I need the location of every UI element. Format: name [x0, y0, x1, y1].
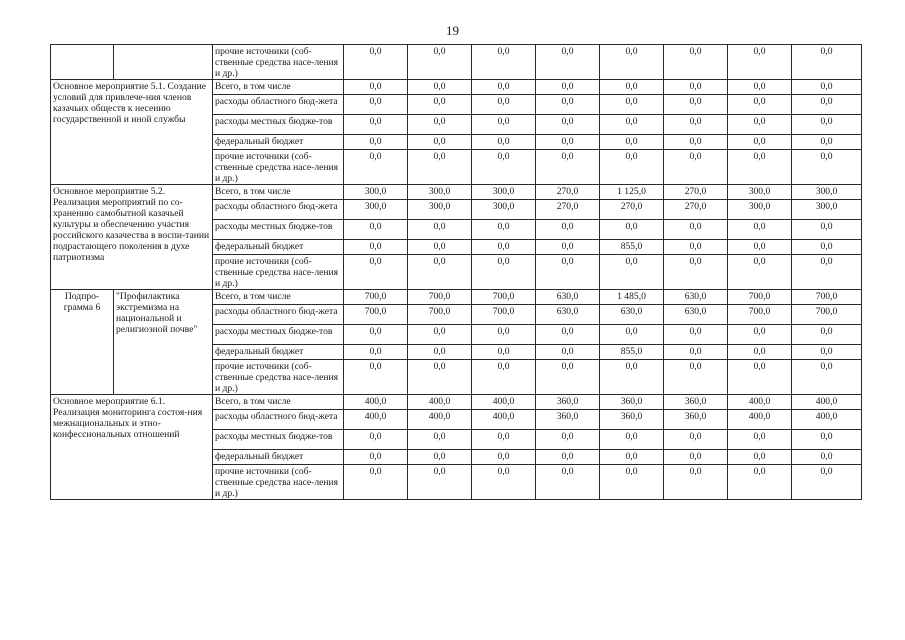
- amount-cell: 0,0: [472, 255, 536, 290]
- amount-cell: 0,0: [792, 150, 862, 185]
- amount-cell: 0,0: [792, 325, 862, 345]
- amount-cell: 0,0: [408, 95, 472, 115]
- amount-cell: 0,0: [344, 360, 408, 395]
- funding-source-cell: федеральный бюджет: [213, 135, 344, 150]
- amount-cell: 0,0: [408, 220, 472, 240]
- amount-cell: 700,0: [344, 305, 408, 325]
- amount-cell: 0,0: [728, 150, 792, 185]
- amount-cell: 0,0: [472, 220, 536, 240]
- amount-cell: 0,0: [600, 220, 664, 240]
- amount-cell: 0,0: [600, 115, 664, 135]
- amount-cell: 0,0: [792, 95, 862, 115]
- amount-cell: 0,0: [600, 135, 664, 150]
- amount-cell: 0,0: [600, 95, 664, 115]
- amount-cell: 0,0: [536, 115, 600, 135]
- amount-cell: 300,0: [472, 185, 536, 200]
- table-row: [51, 290, 862, 305]
- amount-cell: 0,0: [408, 150, 472, 185]
- amount-cell: 0,0: [728, 220, 792, 240]
- amount-cell: 630,0: [664, 290, 728, 305]
- funding-source-cell: прочие источники (соб-ственные средства насе-ления и др.): [213, 150, 344, 185]
- amount-cell: 0,0: [728, 465, 792, 500]
- amount-cell: 360,0: [536, 395, 600, 410]
- amount-cell: 300,0: [344, 185, 408, 200]
- amount-cell: 0,0: [664, 135, 728, 150]
- amount-cell: 700,0: [792, 290, 862, 305]
- amount-cell: 0,0: [536, 325, 600, 345]
- amount-cell: 0,0: [664, 450, 728, 465]
- amount-cell: 300,0: [408, 200, 472, 220]
- amount-cell: 630,0: [600, 305, 664, 325]
- amount-cell: 0,0: [536, 465, 600, 500]
- amount-cell: 0,0: [344, 150, 408, 185]
- amount-cell: 630,0: [664, 305, 728, 325]
- amount-cell: 0,0: [472, 80, 536, 95]
- budget-table: [50, 44, 862, 500]
- amount-cell: 0,0: [536, 255, 600, 290]
- funding-source-cell: расходы областного бюд-жета: [213, 200, 344, 220]
- amount-cell: 0,0: [600, 450, 664, 465]
- funding-source-cell: Всего, в том числе: [213, 395, 344, 410]
- amount-cell: 0,0: [600, 325, 664, 345]
- amount-cell: 270,0: [600, 200, 664, 220]
- amount-cell: 0,0: [664, 325, 728, 345]
- amount-cell: 300,0: [344, 200, 408, 220]
- amount-cell: 0,0: [408, 450, 472, 465]
- amount-cell: 0,0: [408, 325, 472, 345]
- amount-cell: 700,0: [408, 305, 472, 325]
- amount-cell: 0,0: [344, 450, 408, 465]
- amount-cell: 400,0: [728, 410, 792, 430]
- amount-cell: 0,0: [536, 150, 600, 185]
- table-row: [51, 80, 862, 95]
- amount-cell: 0,0: [472, 95, 536, 115]
- funding-source-cell: прочие источники (соб-ственные средства насе-ления и др.): [213, 360, 344, 395]
- amount-cell: 0,0: [728, 430, 792, 450]
- amount-cell: 0,0: [600, 430, 664, 450]
- amount-cell: 0,0: [472, 465, 536, 500]
- funding-source-cell: расходы местных бюдже-тов: [213, 325, 344, 345]
- amount-cell: 360,0: [536, 410, 600, 430]
- amount-cell: 0,0: [792, 45, 862, 80]
- amount-cell: 0,0: [472, 115, 536, 135]
- amount-cell: 0,0: [408, 430, 472, 450]
- amount-cell: 0,0: [600, 255, 664, 290]
- amount-cell: 0,0: [792, 135, 862, 150]
- amount-cell: 1 125,0: [600, 185, 664, 200]
- amount-cell: 0,0: [536, 360, 600, 395]
- amount-cell: 300,0: [728, 200, 792, 220]
- amount-cell: 0,0: [664, 430, 728, 450]
- amount-cell: 300,0: [728, 185, 792, 200]
- amount-cell: 0,0: [664, 220, 728, 240]
- amount-cell: 0,0: [536, 45, 600, 80]
- amount-cell: 0,0: [536, 430, 600, 450]
- amount-cell: 0,0: [344, 135, 408, 150]
- amount-cell: 0,0: [792, 430, 862, 450]
- empty-cell: [114, 45, 213, 80]
- amount-cell: 360,0: [600, 395, 664, 410]
- amount-cell: 0,0: [728, 80, 792, 95]
- amount-cell: 0,0: [344, 255, 408, 290]
- amount-cell: 270,0: [664, 200, 728, 220]
- amount-cell: 400,0: [408, 395, 472, 410]
- amount-cell: 700,0: [344, 290, 408, 305]
- amount-cell: 400,0: [472, 395, 536, 410]
- amount-cell: 0,0: [344, 220, 408, 240]
- amount-cell: 0,0: [792, 360, 862, 395]
- funding-source-cell: расходы областного бюд-жета: [213, 95, 344, 115]
- amount-cell: 0,0: [536, 220, 600, 240]
- amount-cell: 0,0: [664, 465, 728, 500]
- amount-cell: 855,0: [600, 240, 664, 255]
- amount-cell: 300,0: [792, 200, 862, 220]
- page-number: 19: [446, 23, 459, 38]
- funding-source-cell: расходы областного бюд-жета: [213, 410, 344, 430]
- funding-source-cell: расходы местных бюдже-тов: [213, 220, 344, 240]
- table-row: [51, 45, 862, 80]
- amount-cell: 400,0: [728, 395, 792, 410]
- amount-cell: 0,0: [728, 450, 792, 465]
- amount-cell: 0,0: [344, 430, 408, 450]
- amount-cell: 0,0: [600, 45, 664, 80]
- amount-cell: 0,0: [792, 115, 862, 135]
- amount-cell: 0,0: [344, 45, 408, 80]
- funding-source-cell: расходы местных бюдже-тов: [213, 430, 344, 450]
- amount-cell: 360,0: [664, 410, 728, 430]
- amount-cell: 400,0: [344, 410, 408, 430]
- amount-cell: 700,0: [472, 290, 536, 305]
- amount-cell: 0,0: [728, 115, 792, 135]
- amount-cell: 300,0: [472, 200, 536, 220]
- amount-cell: 0,0: [536, 135, 600, 150]
- amount-cell: 855,0: [600, 345, 664, 360]
- amount-cell: 700,0: [792, 305, 862, 325]
- amount-cell: 0,0: [344, 325, 408, 345]
- amount-cell: 0,0: [664, 345, 728, 360]
- amount-cell: 0,0: [408, 360, 472, 395]
- amount-cell: 0,0: [600, 360, 664, 395]
- amount-cell: 0,0: [344, 115, 408, 135]
- amount-cell: 0,0: [472, 430, 536, 450]
- amount-cell: 700,0: [728, 290, 792, 305]
- amount-cell: 0,0: [728, 135, 792, 150]
- amount-cell: 0,0: [600, 150, 664, 185]
- amount-cell: 0,0: [472, 45, 536, 80]
- funding-source-cell: федеральный бюджет: [213, 450, 344, 465]
- amount-cell: 0,0: [408, 135, 472, 150]
- amount-cell: 0,0: [728, 325, 792, 345]
- amount-cell: 0,0: [664, 115, 728, 135]
- amount-cell: 0,0: [408, 115, 472, 135]
- amount-cell: 0,0: [536, 80, 600, 95]
- amount-cell: 0,0: [664, 95, 728, 115]
- amount-cell: 0,0: [792, 465, 862, 500]
- amount-cell: 630,0: [536, 305, 600, 325]
- measure-name-cell: Основное мероприятие 5.2. Реализация мероприятий по со-хранению самобытной казачьей культуры и обеспечению участия российского казачества в воспи-тании подрастающего поколения в духе патриотизма: [51, 185, 213, 290]
- amount-cell: 0,0: [728, 45, 792, 80]
- amount-cell: 0,0: [472, 360, 536, 395]
- funding-source-cell: прочие источники (соб-ственные средства насе-ления и др.): [213, 255, 344, 290]
- funding-source-cell: прочие источники (соб-ственные средства насе-ления и др.): [213, 465, 344, 500]
- measure-name-cell: Основное мероприятие 5.1. Создание условий для привлече-ния членов казачьих обществ к несению государственной и иной службы: [51, 80, 213, 185]
- subprogram-code-cell: Подпро-грамма 6: [51, 290, 114, 395]
- amount-cell: 0,0: [472, 450, 536, 465]
- amount-cell: 270,0: [536, 185, 600, 200]
- amount-cell: 0,0: [664, 150, 728, 185]
- amount-cell: 400,0: [792, 410, 862, 430]
- funding-source-cell: Всего, в том числе: [213, 185, 344, 200]
- amount-cell: 400,0: [408, 410, 472, 430]
- amount-cell: 0,0: [536, 95, 600, 115]
- amount-cell: 0,0: [664, 255, 728, 290]
- amount-cell: 0,0: [344, 95, 408, 115]
- amount-cell: 360,0: [600, 410, 664, 430]
- amount-cell: 0,0: [472, 325, 536, 345]
- amount-cell: 0,0: [728, 240, 792, 255]
- amount-cell: 0,0: [792, 345, 862, 360]
- amount-cell: 0,0: [664, 45, 728, 80]
- amount-cell: 0,0: [728, 345, 792, 360]
- amount-cell: 360,0: [664, 395, 728, 410]
- amount-cell: 630,0: [536, 290, 600, 305]
- amount-cell: 0,0: [792, 240, 862, 255]
- amount-cell: 0,0: [728, 95, 792, 115]
- funding-source-cell: Всего, в том числе: [213, 290, 344, 305]
- funding-source-cell: федеральный бюджет: [213, 345, 344, 360]
- amount-cell: 0,0: [728, 360, 792, 395]
- measure-name-cell: Основное мероприятие 6.1. Реализация мониторинга состоя-ния межнациональных и этно-конфессиональных отношений: [51, 395, 213, 500]
- amount-cell: 300,0: [792, 185, 862, 200]
- table-row: [51, 395, 862, 410]
- amount-cell: 0,0: [664, 360, 728, 395]
- amount-cell: 700,0: [472, 305, 536, 325]
- amount-cell: 0,0: [408, 240, 472, 255]
- amount-cell: 0,0: [792, 80, 862, 95]
- amount-cell: 0,0: [408, 80, 472, 95]
- amount-cell: 0,0: [472, 150, 536, 185]
- amount-cell: 400,0: [472, 410, 536, 430]
- amount-cell: 400,0: [792, 395, 862, 410]
- amount-cell: 0,0: [664, 240, 728, 255]
- amount-cell: 270,0: [664, 185, 728, 200]
- amount-cell: 0,0: [664, 80, 728, 95]
- funding-source-cell: расходы областного бюд-жета: [213, 305, 344, 325]
- amount-cell: 0,0: [472, 345, 536, 360]
- amount-cell: 300,0: [408, 185, 472, 200]
- amount-cell: 0,0: [728, 255, 792, 290]
- amount-cell: 0,0: [408, 345, 472, 360]
- amount-cell: 0,0: [600, 465, 664, 500]
- amount-cell: 0,0: [344, 345, 408, 360]
- subprogram-title-cell: "Профилактика экстремизма на национальной и религиозной почве": [114, 290, 213, 395]
- amount-cell: 0,0: [344, 240, 408, 255]
- amount-cell: 0,0: [600, 80, 664, 95]
- amount-cell: 0,0: [344, 465, 408, 500]
- funding-source-cell: прочие источники (соб-ственные средства насе-ления и др.): [213, 45, 344, 80]
- table-row: [51, 185, 862, 200]
- amount-cell: 0,0: [536, 240, 600, 255]
- amount-cell: 0,0: [344, 80, 408, 95]
- funding-source-cell: федеральный бюджет: [213, 240, 344, 255]
- amount-cell: 0,0: [408, 465, 472, 500]
- amount-cell: 0,0: [536, 345, 600, 360]
- amount-cell: 0,0: [408, 45, 472, 80]
- amount-cell: 400,0: [344, 395, 408, 410]
- amount-cell: 0,0: [792, 255, 862, 290]
- funding-source-cell: Всего, в том числе: [213, 80, 344, 95]
- amount-cell: 0,0: [472, 240, 536, 255]
- amount-cell: 0,0: [792, 220, 862, 240]
- amount-cell: 700,0: [728, 305, 792, 325]
- amount-cell: 0,0: [472, 135, 536, 150]
- amount-cell: 0,0: [792, 450, 862, 465]
- empty-cell: [51, 45, 114, 80]
- amount-cell: 0,0: [408, 255, 472, 290]
- amount-cell: 700,0: [408, 290, 472, 305]
- amount-cell: 270,0: [536, 200, 600, 220]
- amount-cell: 1 485,0: [600, 290, 664, 305]
- funding-source-cell: расходы местных бюдже-тов: [213, 115, 344, 135]
- amount-cell: 0,0: [536, 450, 600, 465]
